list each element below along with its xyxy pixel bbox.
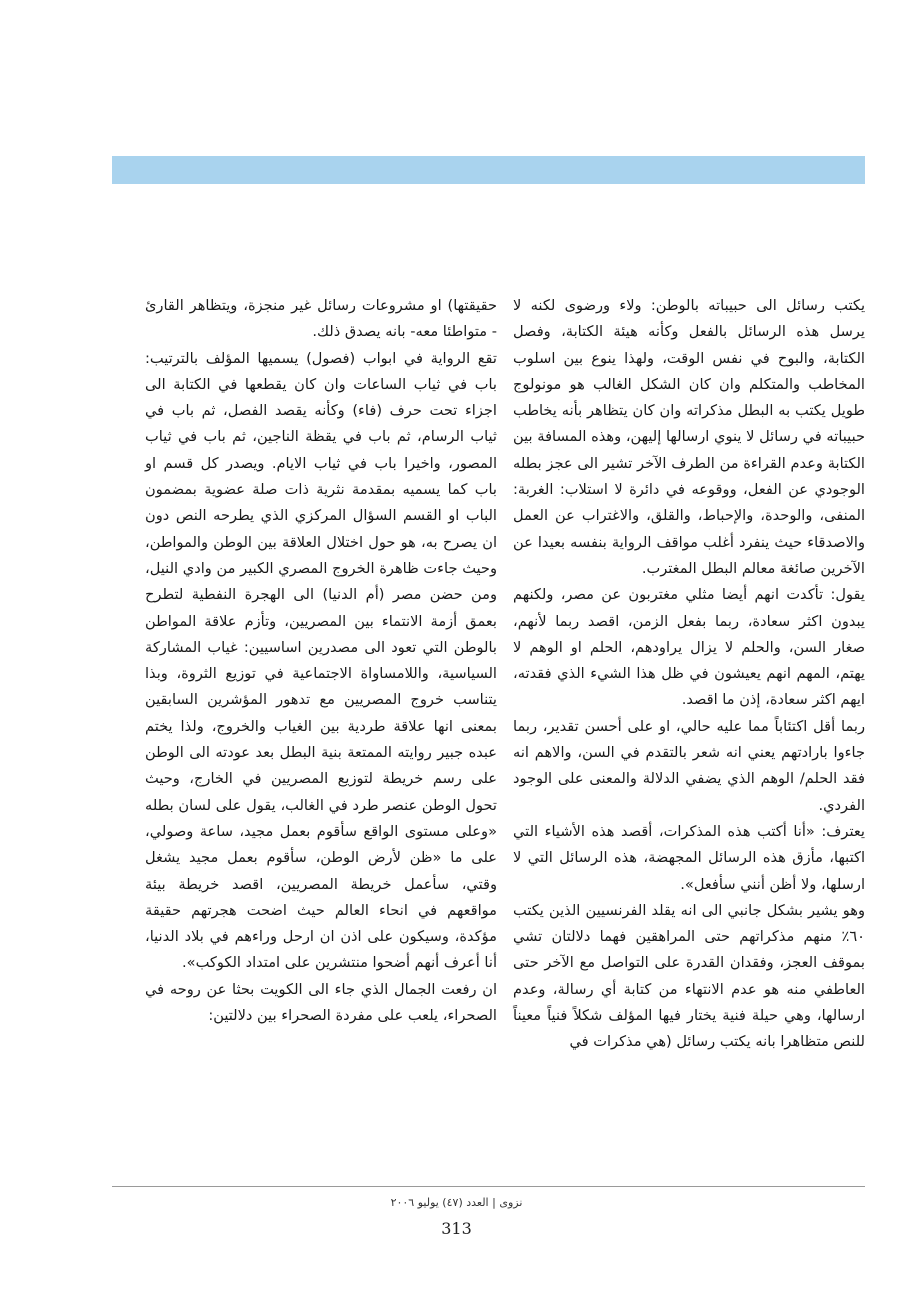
article-column-left bbox=[145, 293, 497, 1029]
header-color-band bbox=[112, 156, 865, 184]
paragraph: حقيقتها) او مشروعات رسائل غير منجزة، ويتظاهر القارئ - متواطئا معه- بانه يصدق ذلك. bbox=[145, 297, 497, 341]
issue-label: العدد (٤٧) يوليو ٢٠٠٦ bbox=[390, 1196, 489, 1209]
footer-separator: | bbox=[492, 1196, 496, 1209]
footer-divider bbox=[112, 1186, 865, 1187]
paragraph: وهو يشير بشكل جانبي الى انه يقلد الفرنسيين الذين يكتب ٦٠٪ منهم مذكراتهم حتى المراهقين فهما دلالتان تشي بموقف العجز، وفقدان القدرة على التواصل مع الآخر حتى العاطفي منه هو عدم الانتهاء من كتابة أي رسالة، وعدم ارسالها، وهي حيلة فنية يختار فيها المؤلف شكلاً فنياً معيناً للنص متظاهرا بانه يكتب رسائل (هي مذكرات في bbox=[513, 901, 865, 1051]
paragraph: يكتب رسائل الى حبيباته بالوطن: ولاء ورضوى لكنه لا يرسل هذه الرسائل بالفعل وكأنه هيئة الكتابة، وفصل الكتابة، والبوح في نفس الوقت، ولهذا ينوع بين اسلوب المخاطب والمتكلم وان كان الشكل الغالب هو مونولوج طويل يكتب به البطل مذكراته وان كان يتظاهر بأنه يخاطب حبيباته في رسائل لا ينوي ارسالها إليهن، وهذه المسافة بين الكتابة وعدم القراءة من الطرف الآخر تشير الى عجز بطله الوجودي عن الفعل، ووقوعه في دائرة لا استلاب: الغربة: المنفى، والوحدة، والإحباط، والقلق، والاغتراب عن العمل والاصدقاء حيث ينفرد أغلب مواقف الرواية بنفسه بعيدا عن الآخرين صائغة معالم البطل المغترب. bbox=[513, 297, 865, 577]
journal-name: نزوى bbox=[499, 1196, 523, 1209]
paragraph: يعترف: «أنا أكتب هذه المذكرات، أقصد هذه الأشياء التي اكتبها، مأزق هذه الرسائل المجهضة، هذه الرسائل التي لا ارسلها، ولا أظن أنني سأفعل». bbox=[513, 822, 865, 893]
paragraph: ربما أقل اكتئاباً مما عليه حالي، او على أحسن تقدير، ربما جاءوا بارادتهم يعني انه شعر بالتقدم في السن، والاهم انه فقد الحلم/ الوهم الذي يضفي الدلالة والمعنى على الوجود الفردي. bbox=[513, 717, 865, 814]
paragraph: يقول: تأكدت انهم أيضا مثلي مغتربون عن مصر، ولكنهم يبدون اكثر سعادة، ربما بفعل الزمن، اقصد ربما لأنهم، صغار السن، والحلم لا يزال يراودهم، الحلم او الوهم لا يهتم، المهم انهم يعيشون في ظل هذا الشيء الذي فقدته، ايهم اكثر سعادة، إذن ما اقصد. bbox=[513, 586, 865, 709]
page-number: 313 bbox=[441, 1219, 472, 1238]
paragraph: ان رفعت الجمال الذي جاء الى الكويت بحثا عن روحه في الصحراء، يلعب على مفردة الصحراء بين دلالتين: bbox=[145, 980, 497, 1025]
article-column-right bbox=[513, 293, 865, 1056]
paragraph: تقع الرواية في ابواب (فصول) يسميها المؤلف بالترتيب: باب في ثياب الساعات وان كان يقطعها في الكتابة الى اجزاء تحت حرف (فاء) وكأنه يقصد الفصل، ثم باب في ثياب الرسام، ثم باب في يقظة الناجين، ثم باب في ثياب المصور، واخيرا باب في ثياب الايام. ويصدر كل قسم او باب كما يسميه بمقدمة نثرية ذات صلة عضوية بمضمون الباب او القسم السؤال المركزي الذي يطرحه النص دون ان يصرح به، هو حول اختلال العلاقة بين الوطن والمواطن، وحيث جاءت ظاهرة الخروج المصري الكبير من وادي النيل، ومن حضن مصر (أم الدنيا) الى الهجرة النفطية لتطرح بعمق أزمة الانتماء بين المصريين، وتأزم علاقة المواطن بالوطن التي تعود الى مصدرين اساسيين: غياب المشاركة السياسية، واللامساواة الاجتماعية في توزيع الثروة، وبذا يتناسب خروج المصريين مع تدهور المؤشرين السابقين بمعنى انها علاقة طردية بين الغياب والخروج، ولذا يختم عبده جبير روايته الممتعة بنية البطل بعد عودته الى الوطن على رسم خريطة لتوزيع المصريين في الخارج، وحيث تحول الوطن عنصر طرد في الغالب، يقول على لسان بطله «وعلى مستوى الواقع سأقوم بعمل مجيد، ساعة وصولي، على ما «ظن لأرض الوطن، سأقوم بعمل مجيد يشغل وقتي، سأعمل خريطة المصريين، اقصد خريطة بيئة مواقعهم في انحاء العالم حيث اضحت هجرتهم حقيقة مؤكدة، وسيكون على اذن ان ارحل وراءهم في بلاد الدنيا، أنا أعرف أنهم أضحوا منتشرين على امتداد الكوكب». bbox=[145, 349, 497, 972]
footer-issue-info bbox=[0, 1196, 913, 1209]
